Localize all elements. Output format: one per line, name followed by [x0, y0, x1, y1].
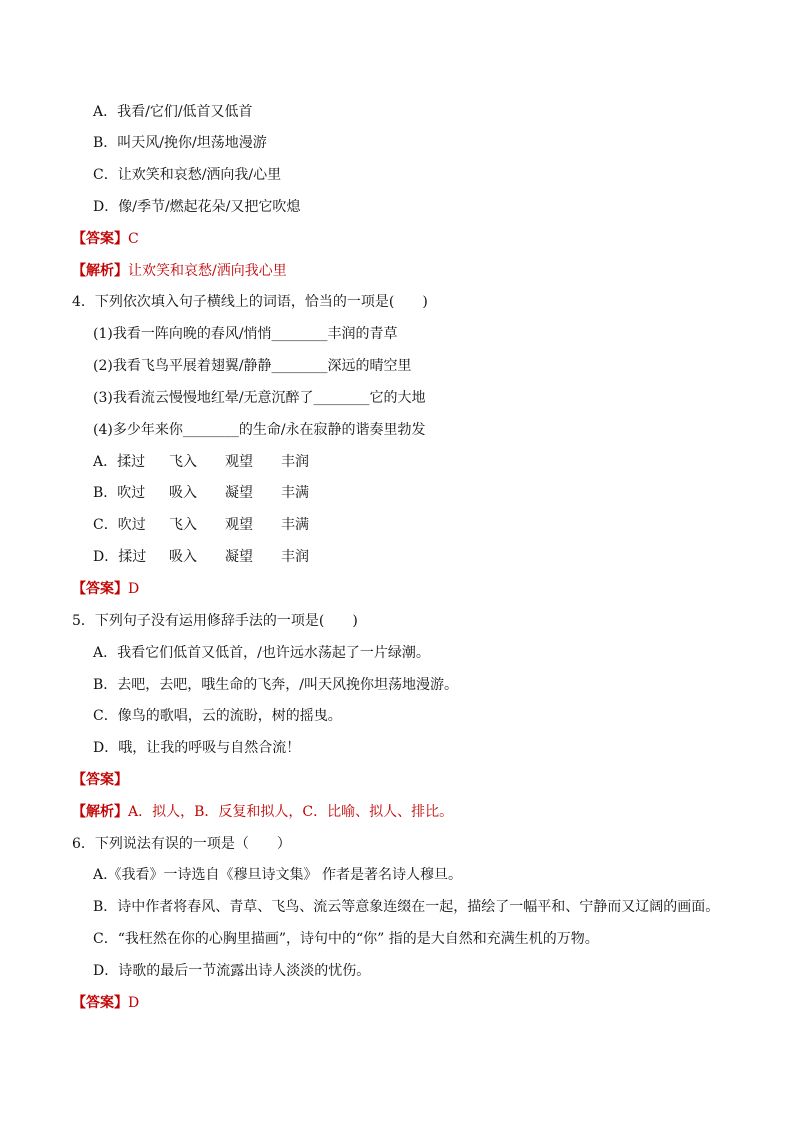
q4-option-b	[93, 484, 309, 502]
analysis-tag: 【解析】	[72, 263, 128, 279]
q4-option-c-word-2: 飞入	[169, 517, 197, 533]
q5-option-a: A．我看它们低首又低首，/也许远水荡起了一片绿潮。	[93, 645, 430, 661]
q4-option-d-word-1: D．揉过	[93, 549, 147, 565]
q3-option-d: D．像/季节/燃起花朵/又把它吹熄	[93, 199, 301, 215]
q4-option-a	[93, 453, 309, 471]
q4-option-a-word-4: 丰润	[281, 454, 309, 470]
q4-item-3: (3)我看流云慢慢地红晕/无意沉醉了________它的大地	[93, 390, 426, 406]
q4-option-b-word-1: B．吹过	[93, 485, 146, 501]
q6-stem: 6．下列说法有误的一项是（ ）	[72, 836, 291, 852]
q5-answer	[72, 771, 128, 789]
analysis-text: 让欢笑和哀愁/洒向我心里	[128, 263, 287, 279]
q5-option-b: B．去吧，去吧，哦生命的飞奔，/叫天风挽你坦荡地漫游。	[93, 677, 459, 693]
q4-option-c-word-1: C．吹过	[93, 517, 146, 533]
q5-option-c: C．像鸟的歌唱，云的流盼，树的摇曳。	[93, 708, 342, 724]
q4-option-c	[93, 516, 309, 534]
q4-option-d-word-4: 丰润	[281, 549, 309, 565]
q4-item-2: (2)我看飞鸟平展着翅翼/静静________深远的晴空里	[93, 358, 412, 374]
q4-option-d	[93, 548, 309, 566]
q4-item-1: (1)我看一阵向晚的春风/悄悄________丰润的青草	[93, 326, 398, 342]
answer-value: D	[128, 581, 140, 597]
q4-option-b-word-3: 凝望	[225, 485, 253, 501]
q4-option-a-word-3: 观望	[225, 454, 253, 470]
q5-stem: 5．下列句子没有运用修辞手法的一项是( )	[72, 613, 358, 629]
q4-option-c-word-3: 观望	[225, 517, 253, 533]
answer-value: D	[128, 995, 140, 1011]
q3-option-a: A．我看/它们/低首又低首	[93, 104, 253, 120]
q3-answer	[72, 230, 139, 248]
answer-tag: 【答案】	[72, 772, 128, 788]
q6-option-b: B．诗中作者将春风、青草、飞鸟、流云等意象连缀在一起，描绘了一幅平和、宁静而又辽阔的画面。	[93, 899, 720, 915]
q4-item-4: (4)多少年来你________的生命/永在寂静的谐奏里勃发	[93, 422, 426, 438]
q4-option-c-word-4: 丰满	[281, 517, 309, 533]
q4-option-a-word-1: A．揉过	[93, 454, 146, 470]
answer-tag: 【答案】	[72, 581, 128, 597]
q4-option-d-word-3: 凝望	[225, 549, 253, 565]
q4-option-d-word-2: 吸入	[169, 549, 197, 565]
q5-analysis	[72, 803, 453, 821]
q4-option-a-word-2: 飞入	[169, 454, 197, 470]
analysis-text: A．拟人，B．反复和拟人，C．比喻、拟人、排比。	[128, 804, 454, 820]
answer-tag: 【答案】	[72, 231, 128, 247]
q6-answer	[72, 994, 139, 1012]
q6-option-c: C．“我枉然在你的心胸里描画”，诗句中的“你” 指的是大自然和充满生机的万物。	[93, 931, 599, 947]
q3-analysis	[72, 262, 287, 280]
q3-option-b: B．叫天风/挽你/坦荡地漫游	[93, 135, 267, 151]
q4-option-b-word-4: 丰满	[281, 485, 309, 501]
q5-option-d: D．哦，让我的呼吸与自然合流！	[93, 740, 301, 756]
answer-value: C	[128, 231, 139, 247]
q4-option-b-word-2: 吸入	[169, 485, 197, 501]
q4-answer	[72, 580, 139, 598]
q3-option-c: C．让欢笑和哀愁/洒向我/心里	[93, 167, 282, 183]
answer-tag: 【答案】	[72, 995, 128, 1011]
q4-stem: 4．下列依次填入句子横线上的词语，恰当的一项是( )	[72, 294, 428, 310]
q6-option-a: A.《我看》一诗选自《穆旦诗文集》 作者是著名诗人穆旦。	[93, 867, 463, 883]
analysis-tag: 【解析】	[72, 804, 128, 820]
q6-option-d: D．诗歌的最后一节流露出诗人淡淡的忧伤。	[93, 963, 371, 979]
